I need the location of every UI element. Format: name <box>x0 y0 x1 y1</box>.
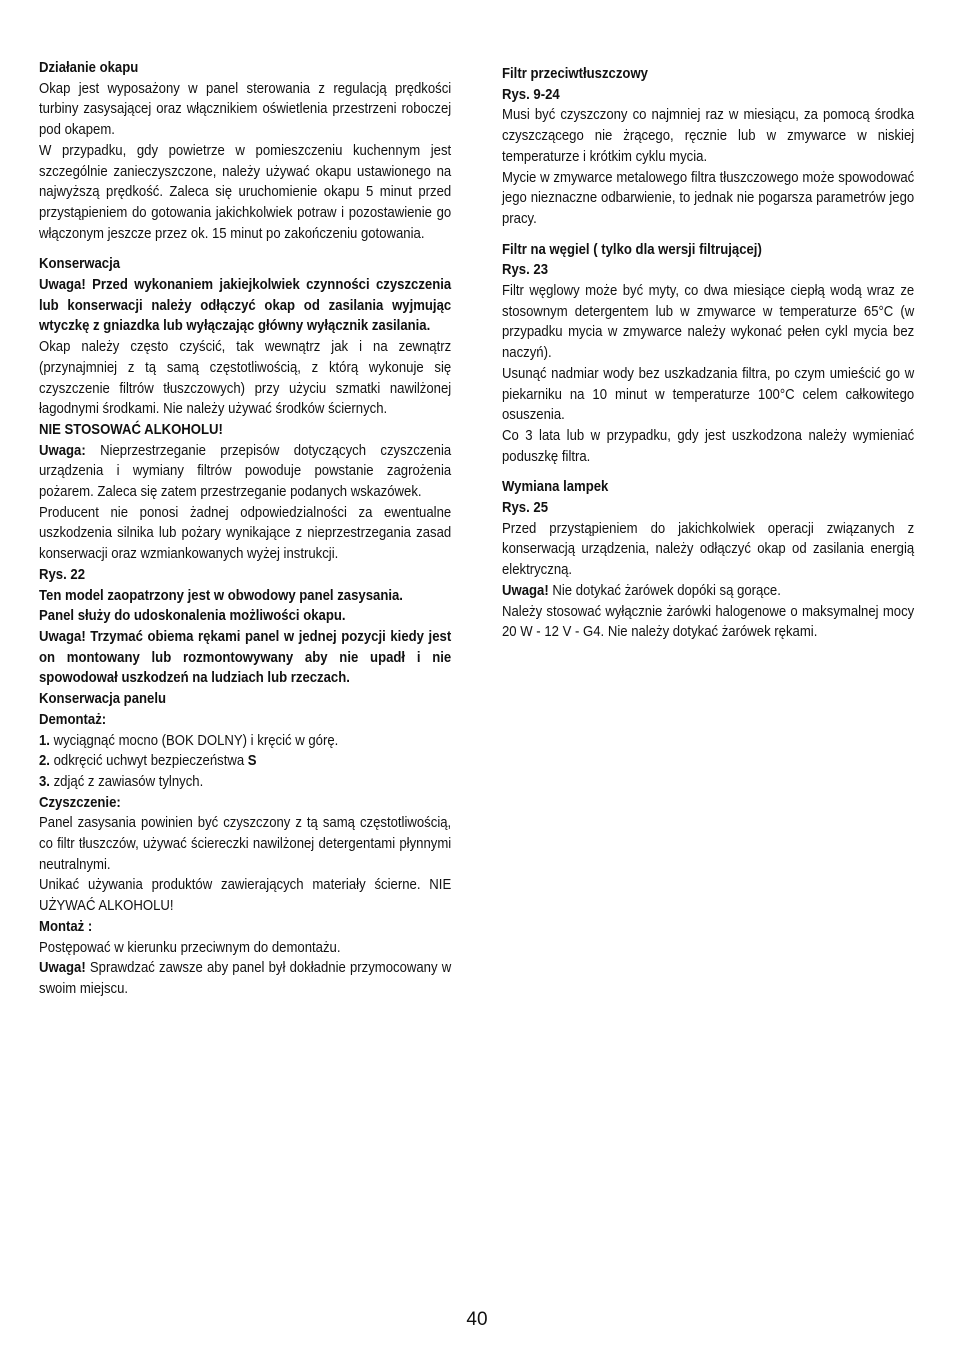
section-heading: Wymiana lampek <box>502 479 609 496</box>
paragraph-text: Nieprzestrzeganie przepisów dotyczących czyszczenia urządzenia i wymiany filtrów powoduje powstanie zagrożenia pożarem. Zaleca się zatem przestrzeganie podanych wskazówek. <box>39 442 452 501</box>
paragraph: Usunąć nadmiar wody bez uszkadzania filtra, po czym umieścić go w piekarniku na 10 minut w temperaturze 100°C celem całkowitego osuszenia. <box>502 365 915 424</box>
bold-paragraph: Ten model zaopatrzony jest w obwodowy panel zasysania. <box>39 587 403 604</box>
section-heading: Konserwacja <box>39 256 121 273</box>
paragraph-text: zdjąć z zawiasów tylnych. <box>49 773 204 790</box>
bold-paragraph: Uwaga! Trzymać obiema rękami panel w jednej pozycji kiedy jest on montowany lub rozmontowywany aby nie upadł i nie spowodował uszkodzeń na ludziach lub rzeczach. <box>39 628 452 687</box>
left-column <box>39 58 451 1000</box>
paragraph: Postępować w kierunku przeciwnym do demontażu. <box>39 939 341 956</box>
paragraph: Panel zasysania powinien być czyszczony z tą samą częstotliwością, co filtr tłuszczów, używać ściereczki nawilżonej detergentami płynnymi neutralnymi. <box>39 815 452 873</box>
section-heading: Rys. 9-24 <box>502 86 560 103</box>
section-heading: NIE STOSOWAĆ ALKOHOLU! <box>39 421 223 438</box>
paragraph-with-lead <box>39 772 451 793</box>
paragraph-with-lead <box>39 751 451 772</box>
section-heading: Filtr na węgiel ( tylko dla wersji filtrującej) <box>502 241 762 258</box>
paragraph: W przypadku, gdy powietrze w pomieszczeniu kuchennym jest szczególnie zanieczyszczone, należy używać okapu ustawionego na najwyższą prędkość. Zaleca się uruchomienie okapu 5 minut przed przystąpieniem do gotowania jakichkolwiek potraw i pozostawienie go włączonym jeszcze przez ok. 15 minut po zakończeniu gotowania. <box>39 142 452 242</box>
section-heading: Konserwacja panelu <box>39 691 167 708</box>
bold-paragraph: Uwaga! Przed wykonaniem jakiejkolwiek czynności czyszczenia lub konserwacji należy odłączyć okap od zasilania wyjmując wtyczkę z gniazdka lub wyłączając główny wyłącznik zasilania. <box>39 277 452 335</box>
section-heading: Rys. 23 <box>502 262 549 279</box>
lead-label: Uwaga! <box>39 960 86 977</box>
paragraph-text: odkręcić uchwyt bezpieczeństwa <box>49 753 248 770</box>
lead-label: 1. <box>39 732 50 749</box>
paragraph: Przed przystąpieniem do jakichkolwiek operacji związanych z konserwacją urządzenia, należy odłączyć okap od zasilania energią elektryczną. <box>502 520 915 579</box>
paragraph: Filtr węglowy może być myty, co dwa miesiące ciepłą wodą wraz ze stosownym detergentem lub w zmywarce w temperaturze 65°C (w przypadku mycia w zmywarce należy wykonać pełen cykl mycia bez naczyń). <box>502 283 915 362</box>
paragraph: Należy stosować wyłącznie żarówki halogenowe o maksymalnej mocy 20 W - 12 V - G4. Nie należy dotykać żarówek rękami. <box>502 603 915 641</box>
paragraph: Co 3 lata lub w przypadku, gdy jest uszkodzona należy wymieniać poduszkę filtra. <box>502 427 915 465</box>
lead-label: 2. <box>39 753 50 770</box>
paragraph-with-lead <box>39 958 451 999</box>
section-heading: Rys. 25 <box>502 500 549 517</box>
page-number: 40 <box>466 1309 488 1330</box>
section-heading: Działanie okapu <box>39 60 139 76</box>
section-heading: Demontaż: <box>39 711 107 728</box>
paragraph-text: Nie dotykać żarówek dopóki są gorące. <box>548 582 781 599</box>
paragraph: Producent nie ponosi żadnej odpowiedzialności za ewentualne uszkodzenia silnika lub pożary wynikające z nieprzestrzegania zasad konserwacji oraz wzmiankowanych wyżej instrukcji. <box>39 504 452 563</box>
paragraph-with-lead <box>502 581 914 602</box>
lead-tail: S <box>247 753 257 770</box>
paragraph: Unikać używania produktów zawierających materiały ścierne. NIE UŻYWAĆ ALKOHOLU! <box>39 877 452 915</box>
paragraph: Mycie w zmywarce metalowego filtra tłuszczowego może spowodować jego nieznaczne odbarwienie, to jednak nie pogarsza parametrów jego pracy. <box>502 169 915 227</box>
paragraph: Okap należy często czyścić, tak wewnątrz jak i na zewnątrz (przynajmniej z tą samą częstotliwością, z którą wykonuje się czyszczenie filtrów tłuszczowych) przy użyciu szmatki nawilżonej łagodnymi środkami. Nie należy używać środków ściernych. <box>39 339 452 418</box>
paragraph-with-lead <box>39 731 451 752</box>
right-column <box>502 64 914 643</box>
paragraph: Okap jest wyposażony w panel sterowania z regulacją prędkości turbiny zasysającej oraz włącznikiem oświetlenia przestrzeni roboczej pod okapem. <box>39 80 452 139</box>
lead-label: Uwaga: <box>39 442 86 459</box>
paragraph-with-lead <box>39 441 451 503</box>
paragraph-text: wyciągnąć mocno (BOK DOLNY) i kręcić w górę. <box>49 732 339 749</box>
section-heading: Rys. 22 <box>39 566 86 583</box>
paragraph-text: Sprawdzać zawsze aby panel był dokładnie przymocowany w swoim miejscu. <box>39 960 452 997</box>
section-heading: Filtr przeciwtłuszczowy <box>502 66 648 82</box>
section-heading: Czyszczenie: <box>39 794 121 811</box>
paragraph: Musi być czyszczony co najmniej raz w miesiącu, za pomocą środka czyszczącego nie żrącego, ręcznie lub w zmywarce w niskiej temperaturze i krótkim cyklu mycia. <box>502 107 915 165</box>
lead-label: Uwaga! <box>502 582 549 599</box>
lead-label: 3. <box>39 773 50 790</box>
section-heading: Montaż : <box>39 918 93 935</box>
bold-paragraph: Panel służy do udoskonalenia możliwości okapu. <box>39 608 346 625</box>
